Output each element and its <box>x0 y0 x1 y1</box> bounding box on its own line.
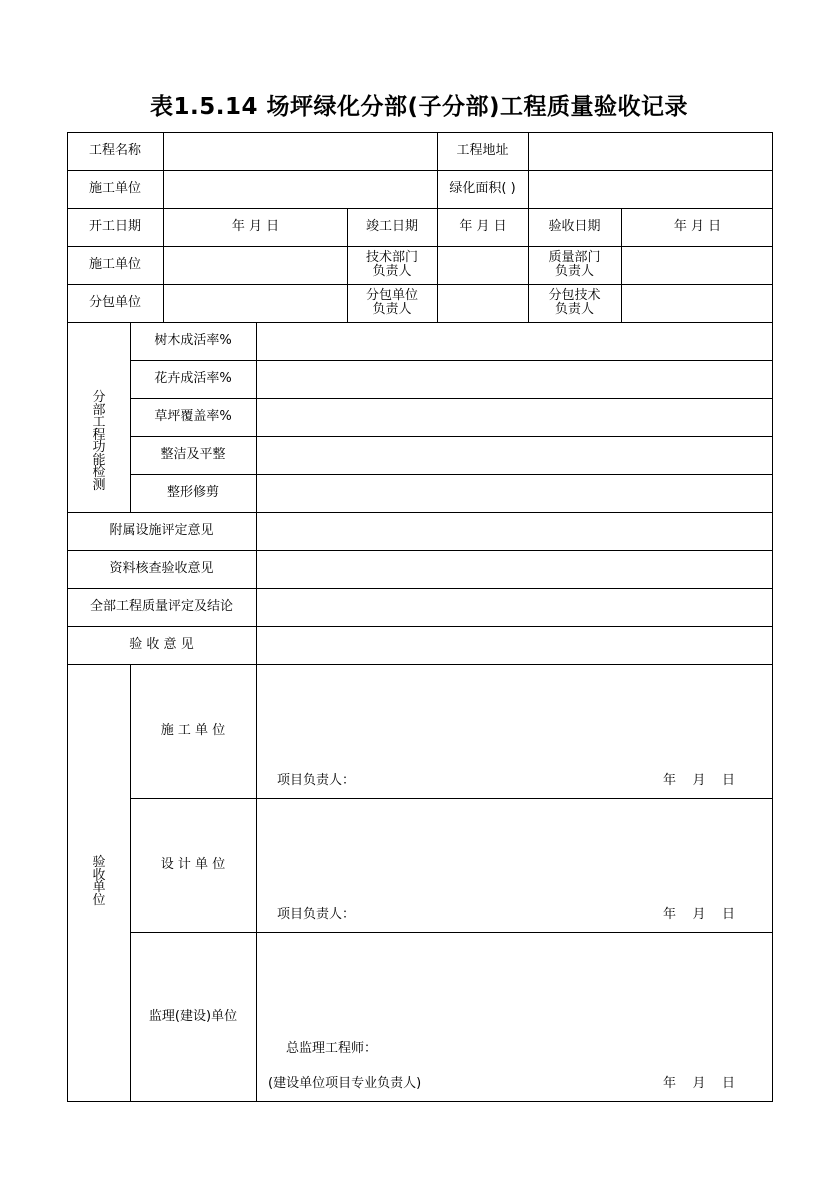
project-address-field[interactable] <box>529 132 773 170</box>
quality-head-label: 质量部门 负责人 <box>548 250 601 279</box>
acceptance-date-label: 验收日期 <box>548 219 601 234</box>
construction-signer-label: 项目负责人： <box>277 773 356 788</box>
acceptance-group-label <box>91 857 107 907</box>
construction-sign-date: 年 月 日 <box>663 773 736 788</box>
contractor-field[interactable] <box>164 170 437 208</box>
acceptance-group-text: 验 收 单 位 <box>92 855 106 908</box>
owner-rep-label: (建设单位项目专业负责人) <box>268 1076 422 1091</box>
page-title: 表1.5.14 场坪绿化分部(子分部)工程质量验收记录 <box>149 94 689 120</box>
design-sign-date: 年 月 日 <box>663 907 736 922</box>
project-name-label: 工程名称 <box>88 143 141 158</box>
chief-supervisor-label: 总监理工程师： <box>286 1041 378 1056</box>
function-item: 草坪覆盖率% <box>154 409 232 424</box>
function-item: 树木成活率% <box>154 333 232 348</box>
sub-tech-head-label: 分包技术 负责人 <box>548 288 601 317</box>
project-address-label: 工程地址 <box>456 143 509 158</box>
opinion-label: 资料核查验收意见 <box>109 561 214 576</box>
subcontractor-label: 分包单位 <box>88 295 141 310</box>
acceptance-date-field[interactable]: 年 月 日 <box>673 219 722 234</box>
opinion-label: 附属设施评定意见 <box>109 523 214 538</box>
function-test-group-text: 分 部 工 程 功 能 检 测 <box>92 390 106 493</box>
supervision-unit-label: 监理(建设)单位 <box>148 1009 238 1024</box>
start-date-field[interactable]: 年 月 日 <box>231 219 280 234</box>
design-unit-label: 设 计 单 位 <box>160 857 226 872</box>
construction-unit-label: 施 工 单 位 <box>160 723 226 738</box>
function-item: 花卉成活率% <box>154 371 232 386</box>
contractor-unit-label: 施工单位 <box>88 257 141 272</box>
green-area-field[interactable] <box>529 170 773 208</box>
function-item: 整形修剪 <box>166 485 219 500</box>
start-date-label: 开工日期 <box>88 219 141 234</box>
project-name-field[interactable] <box>164 132 437 170</box>
design-signer-label: 项目负责人： <box>277 907 356 922</box>
completion-date-label: 竣工日期 <box>365 219 418 234</box>
function-item: 整洁及平整 <box>160 447 226 462</box>
sub-head-label: 分包单位 负责人 <box>365 288 418 317</box>
green-area-label: 绿化面积( ) <box>449 181 516 196</box>
col-divider <box>256 322 257 1102</box>
tech-head-label: 技术部门 负责人 <box>365 250 418 279</box>
opinion-label: 全部工程质量评定及结论 <box>89 599 233 614</box>
supervision-sign-date: 年 月 日 <box>663 1076 736 1091</box>
contractor-label: 施工单位 <box>88 181 141 196</box>
completion-date-field[interactable]: 年 月 日 <box>459 219 507 234</box>
function-test-group-label <box>91 392 107 492</box>
opinion-label: 验 收 意 见 <box>129 637 194 652</box>
